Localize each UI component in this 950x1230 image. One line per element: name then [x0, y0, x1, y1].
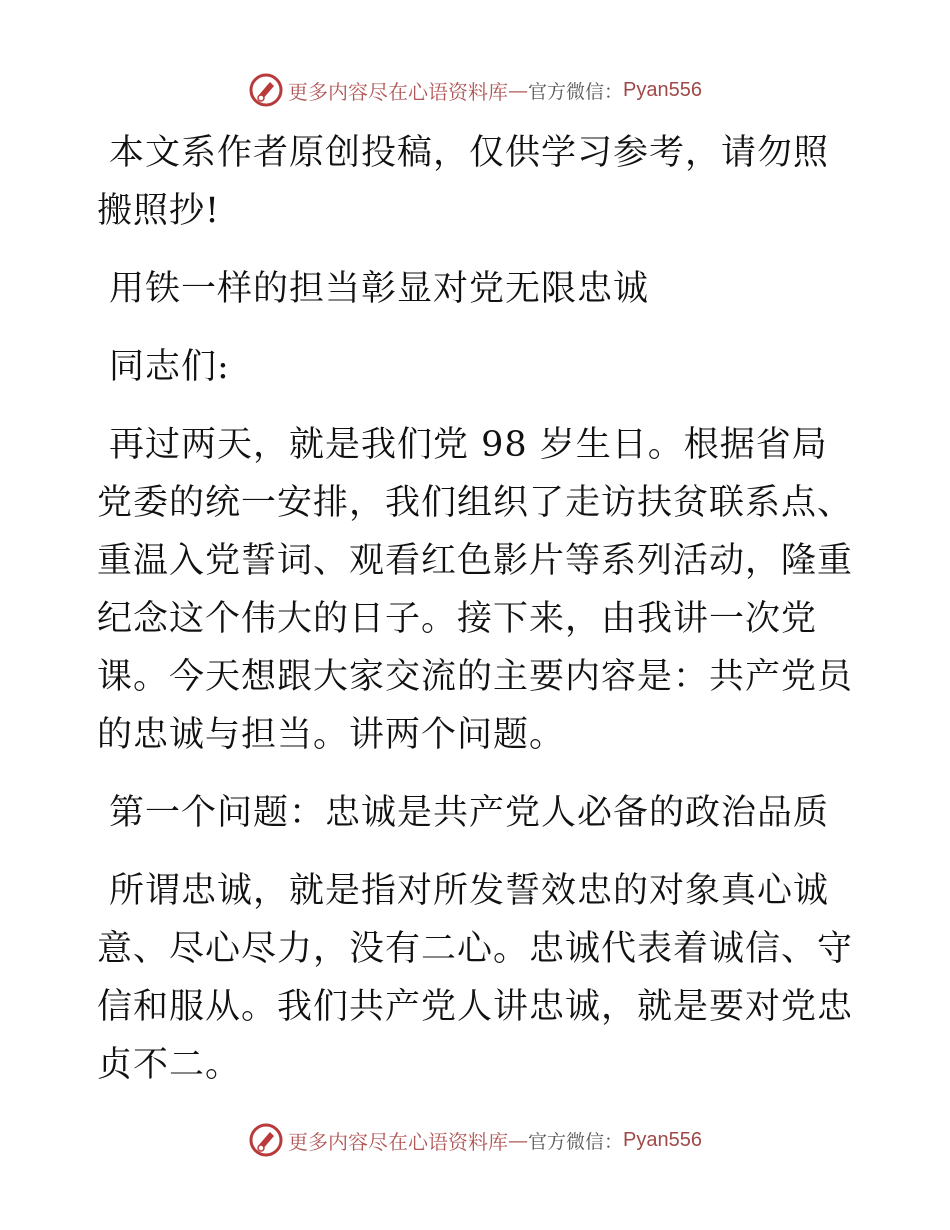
banner-contact-label: 官方微信：	[528, 1130, 624, 1153]
banner-separator: —	[508, 78, 528, 102]
banner-contact-label: 官方微信：	[528, 80, 624, 103]
banner-title: 更多内容尽在心语资料库	[288, 79, 508, 104]
document-body	[97, 124, 857, 1114]
document-title: 用铁一样的担当彰显对党无限忠诚	[109, 269, 650, 309]
header-banner	[0, 70, 950, 110]
banner-contact-id: Pyan556	[623, 1128, 702, 1151]
pen-logo-icon	[248, 1122, 284, 1158]
banner-contact-id: Pyan556	[623, 78, 702, 101]
banner-separator: —	[508, 1128, 528, 1152]
body-paragraph: 所谓忠诚，就是指对所发誓效忠的对象真心诚意、尽心尽力，没有二心。忠诚代表着诚信、守信和服从。我们共产党人讲忠诚，就是要对党忠贞不二。	[97, 871, 854, 1085]
salutation: 同志们:	[109, 347, 230, 387]
section-heading: 第一个问题：忠诚是共产党人必备的政治品质	[109, 793, 830, 833]
footer-banner	[0, 1120, 950, 1160]
disclaimer-paragraph: 本文系作者原创投稿，仅供学习参考，请勿照搬照抄!	[97, 133, 830, 231]
pen-logo-icon	[248, 72, 284, 108]
banner-title: 更多内容尽在心语资料库	[288, 1129, 508, 1154]
intro-paragraph: 再过两天，就是我们党 98 岁生日。根据省局党委的统一安排，我们组织了走访扶贫联系点、重温入党誓词、观看红色影片等系列活动，隆重纪念这个伟大的日子。接下来，由我讲一次党课。今天想跟大家交流的主要内容是：共产党员的忠诚与担当。讲两个问题。	[97, 425, 854, 755]
